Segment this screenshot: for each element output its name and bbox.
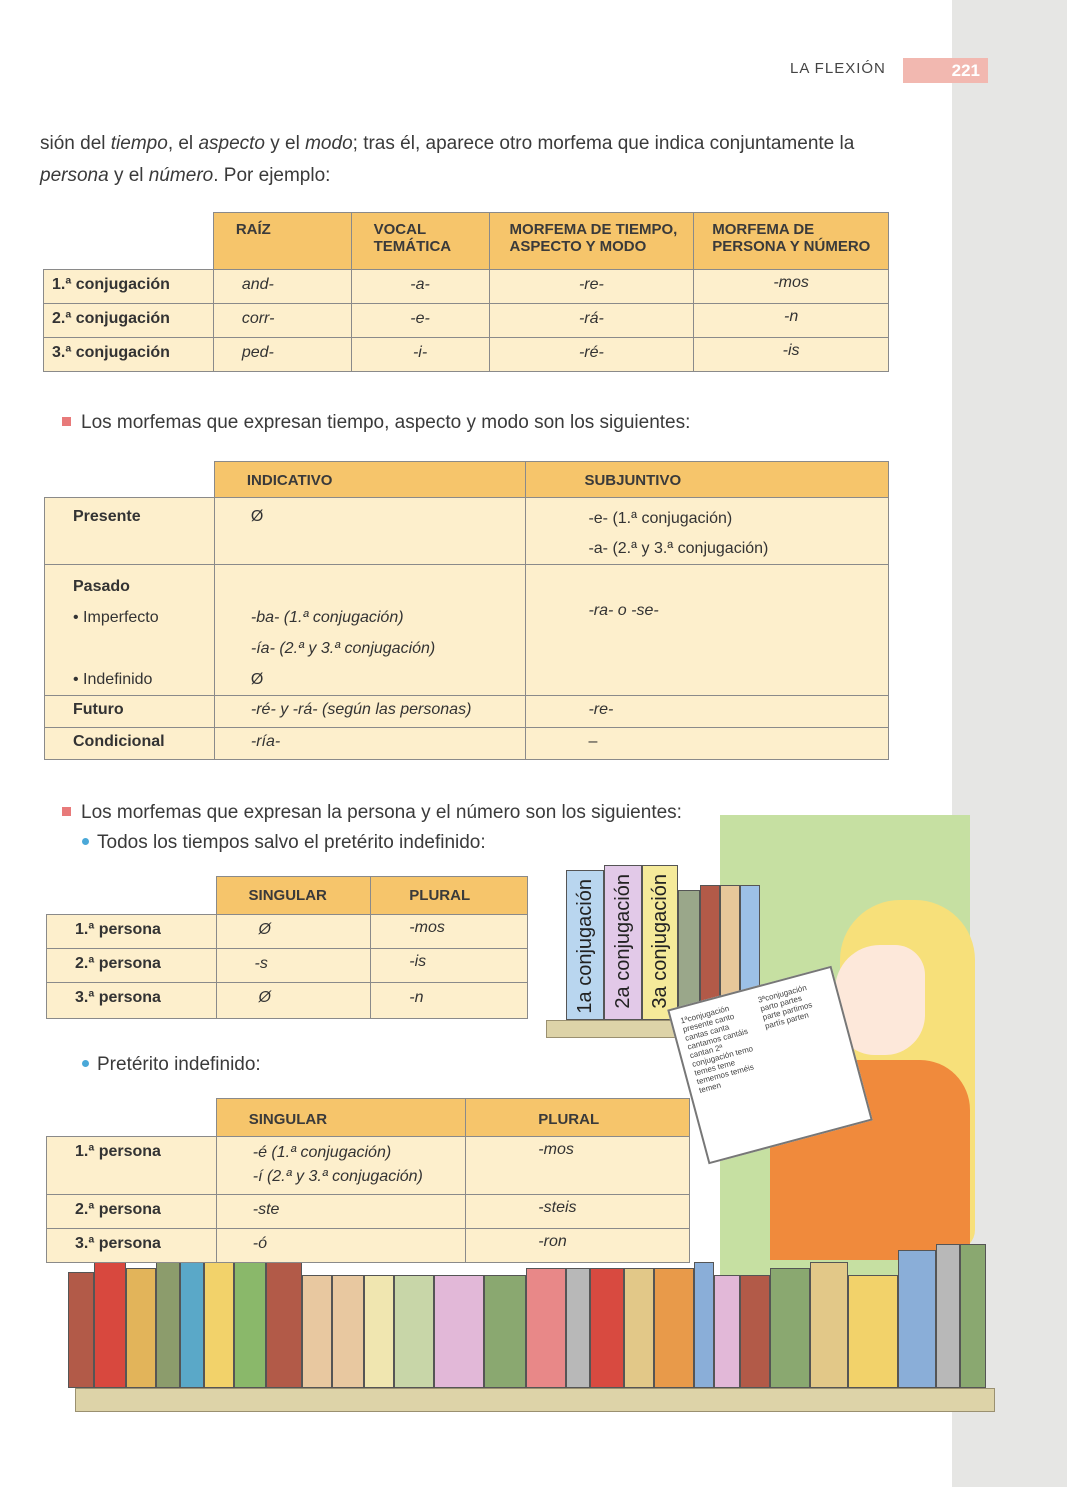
col-header-indicativo: INDICATIVO bbox=[214, 462, 526, 498]
bottom-book bbox=[484, 1275, 526, 1388]
table-row: Condicional -ría- – bbox=[45, 728, 889, 760]
bottom-book bbox=[740, 1275, 770, 1388]
bottom-book bbox=[714, 1275, 740, 1388]
table-row: 1.ª persona -é (1.ª conjugación) -í (2.ª y 3.ª conjugación) -mos bbox=[47, 1137, 690, 1195]
bullet-tiempo: Los morfemas que expresan tiempo, aspecto y modo son los siguientes: bbox=[62, 412, 690, 434]
table-row: Pasado • Imperfecto • Indefinido -ba- (1.ª conjugación) -ía- (2.ª y 3.ª conjugación) Ø -ra- o -se- bbox=[45, 565, 889, 696]
bottom-book bbox=[364, 1275, 394, 1388]
table-row: Futuro -ré- y -rá- (según las personas) -re- bbox=[45, 696, 889, 728]
table-row: 3.ª conjugación ped- -i- -ré- -is bbox=[44, 338, 889, 372]
col-header-raiz: RAÍZ bbox=[213, 213, 351, 270]
bullet-persona: Los morfemas que expresan la persona y el número son los siguientes: bbox=[62, 802, 682, 824]
sub-bullet-indefinido: Pretérito indefinido: bbox=[82, 1054, 261, 1076]
bottom-book bbox=[394, 1275, 434, 1388]
table-row: 1.ª persona Ø -mos bbox=[47, 915, 528, 949]
col-header-singular: SINGULAR bbox=[216, 877, 371, 915]
square-bullet-icon bbox=[62, 807, 71, 816]
table-row: 1.ª conjugación and- -a- -re- -mos bbox=[44, 270, 889, 304]
round-bullet-icon bbox=[82, 1060, 89, 1067]
table-row: 3.ª persona Ø -n bbox=[47, 983, 528, 1019]
col-header-vocal: VOCAL TEMÁTICA bbox=[351, 213, 489, 270]
bottom-book bbox=[156, 1262, 180, 1388]
open-book: 1ªconjugación presente canto cantas canta cantamos cantáis cantan 2ª conjugación temo temes teme tememos teméis temen 3ªconjugación parto partes parte partimos partís parten bbox=[667, 966, 873, 1165]
bottom-book bbox=[266, 1262, 302, 1388]
bottom-book bbox=[302, 1275, 332, 1388]
bottom-book bbox=[566, 1268, 590, 1388]
bottom-shelf bbox=[75, 1388, 995, 1412]
bottom-book bbox=[68, 1272, 94, 1388]
bottom-book bbox=[898, 1250, 936, 1388]
spine-book-1: 1a conjugación bbox=[566, 870, 604, 1020]
table-row: 2.ª persona -ste -steis bbox=[47, 1195, 690, 1229]
running-header: LA FLEXIÓN bbox=[790, 60, 886, 77]
col-header-singular: SINGULAR bbox=[216, 1099, 466, 1137]
bottom-book bbox=[960, 1244, 986, 1388]
bottom-book bbox=[936, 1244, 960, 1388]
conjugation-example-table bbox=[43, 212, 889, 372]
bottom-book bbox=[204, 1262, 234, 1388]
bottom-book bbox=[332, 1275, 364, 1388]
spine-book-3: 3a conjugación bbox=[642, 865, 678, 1020]
col-header-plural: PLURAL bbox=[466, 1099, 690, 1137]
table-row: 2.ª persona -s -is bbox=[47, 949, 528, 983]
table-row: 3.ª persona -ó -ron bbox=[47, 1229, 690, 1263]
sub-bullet-todos: Todos los tiempos salvo el pretérito indefinido: bbox=[82, 832, 486, 854]
bottom-book bbox=[126, 1268, 156, 1388]
bottom-book bbox=[770, 1268, 810, 1388]
bottom-book bbox=[624, 1268, 654, 1388]
spine-book-2: 2a conjugación bbox=[604, 865, 642, 1020]
preterito-indefinido-table bbox=[46, 1098, 690, 1263]
col-header-subjuntivo: SUBJUNTIVO bbox=[526, 462, 889, 498]
bottom-book bbox=[526, 1268, 566, 1388]
page-number: 221 bbox=[903, 58, 988, 83]
persona-numero-table bbox=[46, 876, 528, 1019]
bottom-book bbox=[94, 1262, 126, 1388]
col-header-tiempo: MORFEMA DE TIEMPO, ASPECTO Y MODO bbox=[489, 213, 694, 270]
bottom-book bbox=[180, 1262, 204, 1388]
col-header-persona: MORFEMA DE PERSONA Y NÚMERO bbox=[694, 213, 889, 270]
bottom-book bbox=[848, 1275, 898, 1388]
shelf-book bbox=[678, 890, 700, 1020]
intro-paragraph: sión del tiempo, el aspecto y el modo; tras él, aparece otro morfema que indica conjuntamente la persona y el número. Por ejemplo: bbox=[40, 133, 855, 186]
col-header-plural: PLURAL bbox=[371, 877, 528, 915]
bottom-book bbox=[234, 1262, 266, 1388]
square-bullet-icon bbox=[62, 417, 71, 426]
bottom-book bbox=[434, 1275, 484, 1388]
table-row: Presente Ø -e- (1.ª conjugación) -a- (2.ª y 3.ª conjugación) bbox=[45, 498, 889, 565]
bottom-book bbox=[654, 1268, 694, 1388]
table-row: 2.ª conjugación corr- -e- -rá- -n bbox=[44, 304, 889, 338]
bottom-book bbox=[810, 1262, 848, 1388]
tiempo-aspecto-modo-table bbox=[44, 461, 889, 760]
bottom-book bbox=[590, 1268, 624, 1388]
round-bullet-icon bbox=[82, 838, 89, 845]
bottom-book bbox=[694, 1262, 714, 1388]
